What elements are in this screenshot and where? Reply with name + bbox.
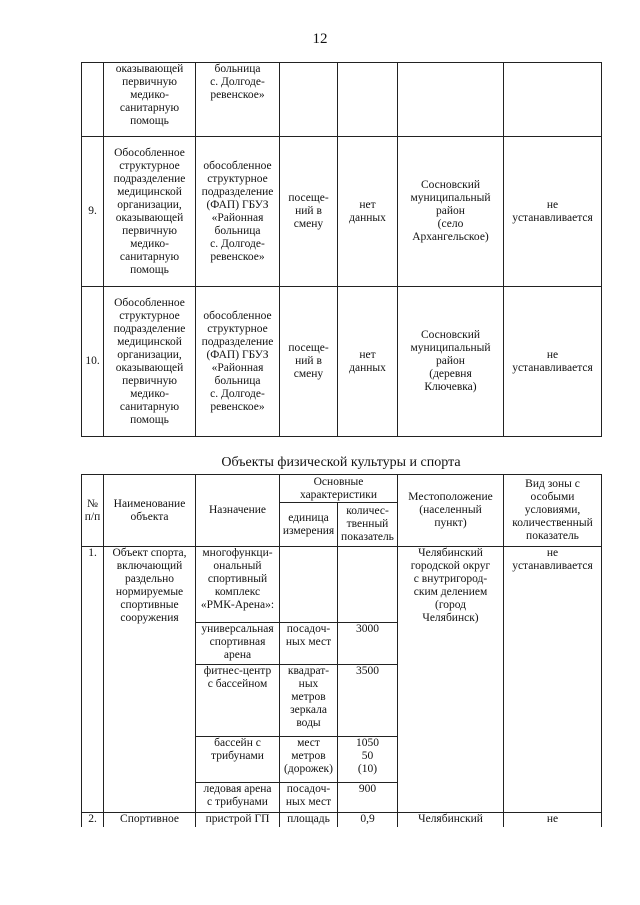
text-line: нет (359, 198, 376, 211)
text-line: спортивные (120, 599, 179, 611)
value-cell (338, 813, 398, 827)
value-cell (338, 783, 398, 813)
text-line: (ФАП) ГБУЗ (206, 198, 269, 211)
text-line: ревенское» (210, 89, 265, 101)
location-cell (398, 63, 504, 137)
text-line: структурное (207, 322, 268, 335)
text-line: (дорожек) (284, 763, 333, 775)
text-line: смену (293, 218, 324, 230)
text-line: организации, (117, 198, 182, 211)
text-line: структурное (119, 309, 180, 322)
text-line: арена (223, 649, 252, 661)
text-line: оказывающей (115, 211, 184, 224)
text-line: ний в (295, 205, 322, 217)
text-line: спортивный (207, 573, 268, 585)
text-line: квадрат- (287, 665, 330, 677)
text-line: с. Долгоде- (210, 237, 265, 250)
text-line: медико- (130, 89, 169, 101)
unit-cell (280, 737, 338, 783)
text-line: больница (214, 63, 261, 75)
header-row (82, 475, 602, 503)
object-name-cell (104, 547, 196, 813)
text-line: не (546, 547, 559, 559)
text-line: 3500 (356, 665, 379, 677)
organization-cell (104, 287, 196, 437)
unit-cell (280, 547, 338, 623)
purpose-cell (196, 63, 280, 137)
purpose-cell (196, 665, 280, 737)
healthcare-table (81, 62, 602, 437)
text-line: устанавливается (512, 361, 593, 374)
row-number: 10. (82, 287, 104, 437)
text-line: фитнес-центр (203, 665, 272, 677)
header-location (398, 475, 504, 547)
text-line: ревенское» (210, 400, 265, 413)
text-line: санитарную (119, 102, 180, 114)
text-line: первичную (122, 224, 177, 237)
organization-cell (104, 63, 196, 137)
text-line: помощь (130, 413, 169, 426)
text-line: мест (297, 737, 320, 749)
text-line: количес- (346, 505, 389, 517)
text-line: пункт) (434, 517, 467, 529)
text-line: Основные (313, 475, 364, 488)
text-line: посадоч- (286, 623, 331, 635)
text-line: Сосновский (420, 329, 481, 341)
row-number (82, 63, 104, 137)
text-line: оказывающей (115, 63, 184, 75)
sports-objects-table (81, 474, 602, 827)
text-line: особыми (530, 491, 575, 503)
text-line: санитарную (119, 250, 180, 263)
text-line: нормируемые (115, 586, 184, 598)
text-line: подразделение (113, 322, 186, 335)
zone-cell (504, 287, 602, 437)
location-cell (398, 547, 504, 813)
text-line: «Районная (211, 211, 264, 224)
text-line: район (436, 355, 465, 367)
text-line: воды (296, 717, 321, 729)
text-line: Наименование (113, 497, 186, 510)
text-line: раздельно (124, 573, 175, 585)
value-cell (338, 287, 398, 437)
text-line: медицинской (117, 185, 182, 198)
zone-cell (504, 813, 602, 827)
value-cell (338, 547, 398, 623)
text-line: сооружения (120, 612, 179, 624)
purpose-cell (196, 813, 280, 827)
zone-cell (504, 137, 602, 287)
text-line: подразделение (201, 335, 274, 348)
value-cell (338, 665, 398, 737)
text-line: объекта (130, 510, 169, 523)
unit-cell (280, 623, 338, 665)
text-line: твенный (346, 518, 389, 530)
text-line: метров (291, 750, 326, 762)
text-line: не (546, 348, 559, 361)
header-purpose: Назначение (196, 475, 280, 547)
unit-cell (280, 665, 338, 737)
text-line: посеще- (288, 192, 329, 204)
text-line: с бассейном (207, 678, 268, 690)
text-line: бассейн с (214, 737, 261, 749)
table-row (82, 813, 602, 827)
header-number (82, 475, 104, 547)
text-line: комплекс (214, 586, 261, 598)
text-line: санитарную (119, 400, 180, 413)
text-line: метров (291, 691, 326, 703)
zone-cell (504, 547, 602, 813)
value-cell (338, 63, 398, 137)
text-line: 0,9 (360, 813, 375, 825)
header-main-characteristics (280, 475, 398, 503)
text-line: медицинской (117, 335, 182, 348)
text-line: смену (293, 368, 324, 380)
text-line: 900 (358, 783, 377, 795)
text-line: «Районная (211, 361, 264, 374)
text-line: помощь (130, 263, 169, 276)
table-row (82, 137, 602, 287)
text-line: Челябинский (418, 547, 483, 559)
text-line: Челябинск) (422, 612, 479, 624)
text-line: универсальная (201, 623, 274, 635)
header-name (104, 475, 196, 547)
text-line: с трибунами (207, 796, 268, 808)
text-line: спортивная (209, 636, 266, 648)
zone-cell (504, 63, 602, 137)
text-line: нет (359, 348, 376, 361)
text-line: оказывающей (115, 361, 184, 374)
text-line: подразделение (201, 185, 274, 198)
text-line: медико- (130, 387, 169, 400)
text-line: включающий (116, 560, 183, 572)
text-line: медико- (130, 237, 169, 250)
text-line: муниципальный (410, 342, 491, 354)
text-line: муниципальный (410, 192, 491, 204)
text-line: количественный (512, 517, 593, 529)
text-line: № (87, 497, 98, 510)
text-line: больница (214, 224, 261, 237)
text-line: городской округ (410, 560, 491, 572)
text-line: данных (349, 211, 386, 224)
text-line: посадоч- (286, 783, 331, 795)
purpose-cell (196, 287, 280, 437)
unit-cell (280, 287, 338, 437)
text-line: условиями, (524, 504, 581, 516)
text-line: (город (434, 599, 467, 611)
text-line: Челябинский (418, 813, 483, 825)
text-line: зеркала (290, 704, 327, 716)
unit-cell (280, 813, 338, 827)
text-line: «РМК-Арена»: (200, 599, 275, 611)
text-line: п/п (84, 510, 101, 523)
text-line: ных мест (285, 636, 332, 648)
text-line: ским делением (413, 586, 488, 598)
text-line: подразделение (113, 172, 186, 185)
text-line: с внутригород- (413, 573, 488, 585)
location-cell (398, 813, 504, 827)
object-name-cell (104, 813, 196, 827)
page-number: 12 (312, 31, 328, 47)
text-line: Вид зоны с (525, 478, 580, 490)
text-line: ных (298, 678, 319, 690)
value-cell (338, 623, 398, 665)
text-line: трибунами (211, 750, 264, 762)
text-line: 3000 (356, 623, 379, 635)
text-line: больница (214, 374, 261, 387)
text-line: (ФАП) ГБУЗ (206, 348, 269, 361)
text-line: показатель (341, 531, 394, 543)
text-line: район (436, 205, 465, 217)
text-line: показатель (526, 530, 579, 542)
purpose-cell (196, 737, 280, 783)
text-line: Архангельское) (412, 231, 489, 243)
text-line: Сосновский (420, 179, 481, 191)
text-line: ревенское» (210, 250, 265, 263)
text-line: пристрой ГП (205, 813, 270, 825)
text-line: помощь (130, 115, 169, 127)
text-line: ний в (295, 355, 322, 367)
text-line: обособленное (203, 309, 272, 322)
purpose-cell (196, 623, 280, 665)
text-line: ных мест (285, 796, 332, 808)
value-cell (338, 137, 398, 287)
text-line: (10) (357, 763, 378, 775)
location-cell (398, 287, 504, 437)
text-line: устанавливается (512, 560, 593, 572)
text-line: Объект спорта, (112, 547, 187, 559)
text-line: (село (437, 218, 464, 230)
text-line: Спортивное (120, 813, 179, 825)
text-line: с. Долгоде- (210, 76, 265, 88)
text-line: ледовая арена (203, 783, 272, 795)
text-line: с. Долгоде- (210, 387, 265, 400)
text-line: Местоположение (408, 491, 493, 503)
table-row (82, 547, 602, 623)
text-line: данных (349, 361, 386, 374)
text-line: многофункци- (202, 547, 273, 559)
text-line: (деревня (429, 368, 472, 380)
text-line: Ключевка) (424, 381, 477, 393)
text-line: единица (288, 511, 329, 524)
text-line: 1050 (356, 737, 379, 749)
table-row (82, 63, 602, 137)
unit-cell (280, 137, 338, 287)
text-line: организации, (117, 348, 182, 361)
unit-cell (280, 63, 338, 137)
text-line: посеще- (288, 342, 329, 354)
unit-cell (280, 783, 338, 813)
text-line: площадь (287, 813, 330, 825)
purpose-cell (196, 137, 280, 287)
text-line: обособленное (203, 159, 272, 172)
header-unit (280, 503, 338, 547)
header-value (338, 503, 398, 547)
text-line: устанавливается (512, 211, 593, 224)
text-line: не (546, 198, 559, 211)
text-line: характеристики (299, 488, 378, 501)
location-cell (398, 137, 504, 287)
row-number: 2. (82, 813, 104, 827)
text-line: первичную (122, 374, 177, 387)
text-line: первичную (122, 76, 177, 88)
table-row (82, 287, 602, 437)
text-line: структурное (207, 172, 268, 185)
purpose-cell (196, 783, 280, 813)
text-line: Обособленное (114, 146, 185, 159)
row-number: 1. (82, 547, 104, 813)
text-line: измерения (282, 524, 335, 537)
text-line: не (546, 813, 559, 825)
row-number: 9. (82, 137, 104, 287)
text-line: ональный (213, 560, 262, 572)
section-title: Объекты физической культуры и спорта (221, 455, 461, 470)
text-line: структурное (119, 159, 180, 172)
organization-cell (104, 137, 196, 287)
value-cell (338, 737, 398, 783)
text-line: (населенный (419, 504, 482, 516)
text-line: 50 (361, 750, 374, 762)
header-zone (504, 475, 602, 547)
text-line: Обособленное (114, 296, 185, 309)
purpose-cell (196, 547, 280, 623)
